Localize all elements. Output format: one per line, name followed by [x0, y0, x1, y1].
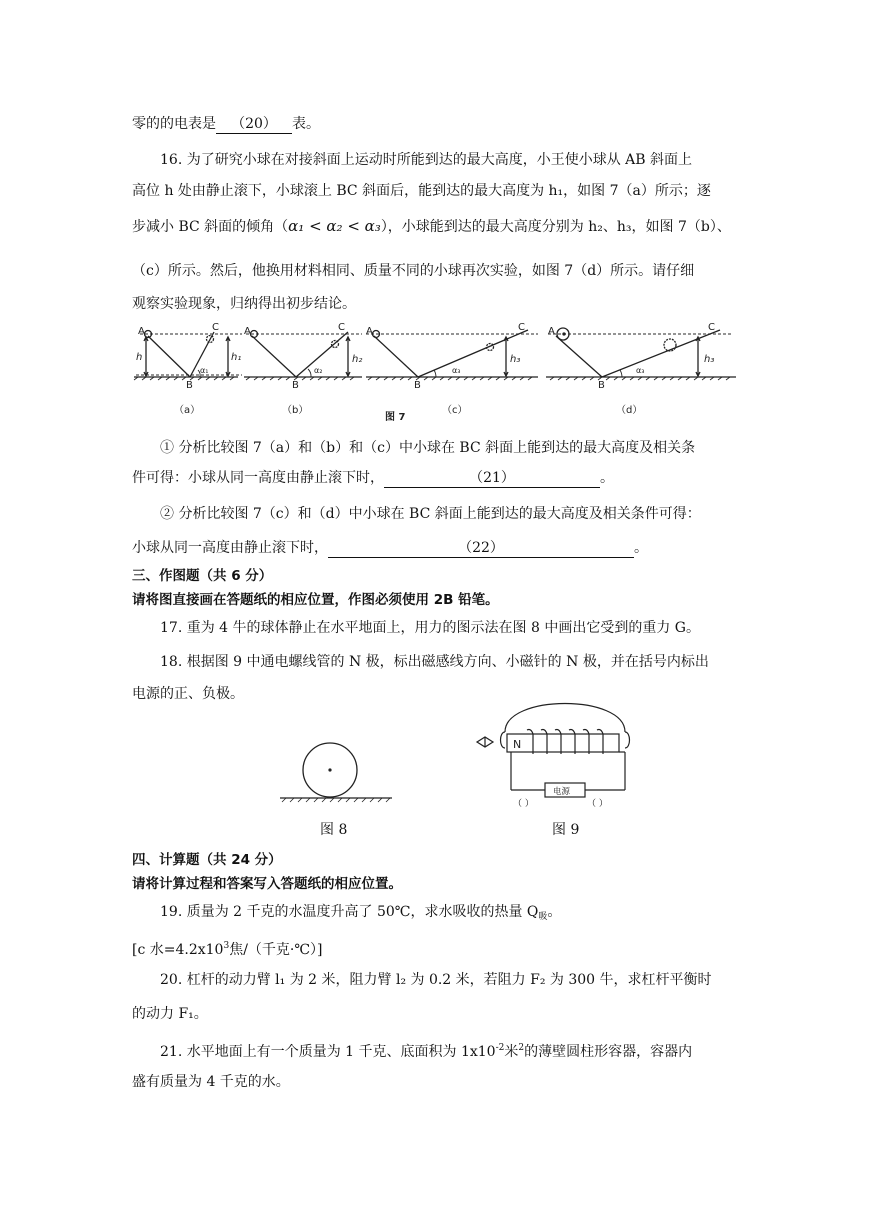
figure-8: [280, 738, 395, 804]
label-a-A: A: [138, 326, 145, 337]
label-b-A: A: [244, 326, 251, 337]
text: 21. 水平地面上有一个质量为 1 千克、底面积为 1x10: [160, 1044, 496, 1060]
text: 米: [504, 1044, 519, 1060]
figure-7-title: 图 7: [385, 412, 406, 423]
field-loop-left: [501, 732, 506, 748]
label-a-B: B: [186, 380, 193, 391]
q18-line2: 电源的正、负极。: [132, 686, 244, 702]
text: [c 水=4.2x10: [132, 942, 224, 958]
solenoid-core: [507, 734, 619, 752]
label-b-h2: h₂: [352, 354, 363, 365]
section-3-note: 请将图直接画在答题纸的相应位置，作图必须使用 2B 铅笔。: [132, 592, 499, 608]
text: 。: [634, 540, 648, 556]
left-bracket[interactable]: （ ）: [513, 799, 534, 809]
text: 件可得：小球从同一高度由静止滚下时，: [132, 470, 384, 486]
section-4-note: 请将计算过程和答案写入答题纸的相应位置。: [132, 876, 402, 892]
source-label: 电源: [553, 787, 571, 797]
text: 的薄壁圆柱形容器，容器内: [524, 1044, 693, 1060]
label-a-h: h: [136, 352, 143, 363]
right-bracket[interactable]: （ ）: [587, 799, 608, 809]
text: 表。: [292, 116, 320, 132]
label-b-B: B: [292, 380, 299, 391]
q16-line3: [132, 216, 731, 237]
ball-center: [328, 768, 331, 771]
label-c-B: B: [414, 380, 421, 391]
q20-line1: 20. 杠杆的动力臂 l₁ 为 2 米，阻力臂 l₂ 为 0.2 米，若阻力 F₂ 为 300 牛，求杠杆平衡时: [160, 972, 712, 988]
text: 步减小 BC 斜面的倾角（: [132, 219, 289, 235]
answer-blank-22[interactable]: （22）: [328, 539, 634, 558]
q16-part1-line2: [132, 468, 614, 488]
angle-inequality: α₁ < α₂ < α₃: [288, 217, 381, 235]
q20-line2: 的动力 F₁。: [132, 1006, 208, 1022]
n-pole-label: N: [513, 738, 522, 751]
answer-blank-20[interactable]: （20）: [216, 115, 292, 134]
q16-line4: （c）所示。然后，他换用材料相同、质量不同的小球再次实验，如图 7（d）所示。请仔细: [132, 263, 695, 279]
label-c-alpha3: α₃: [452, 366, 461, 375]
caption-d: （d）: [616, 405, 643, 416]
q16-line5: 观察实验现象，归纳得出初步结论。: [132, 296, 356, 312]
figure-7: [130, 320, 740, 430]
label-d-A: A: [548, 326, 555, 337]
q16-part1-line1: ① 分析比较图 7（a）和（b）和（c）中小球在 BC 斜面上能到达的最大高度及相关条: [160, 440, 696, 456]
q21-line1: [160, 1038, 692, 1062]
label-c-C: C: [518, 322, 525, 333]
text: 焦/（千克·℃）]: [229, 942, 323, 958]
figure-8-caption: 图 8: [320, 822, 348, 838]
superscript: 2: [518, 1043, 525, 1053]
label-d-h3: h₃: [704, 354, 715, 365]
label-b-alpha2: α₂: [314, 366, 323, 375]
label-a-h1: h₁: [231, 352, 242, 363]
text: 。: [600, 470, 614, 486]
section-3-title: 三、作图题（共 6 分）: [132, 568, 273, 584]
superscript: -2: [495, 1043, 505, 1053]
caption-a: （a）: [174, 405, 201, 416]
figure-9: [475, 700, 655, 815]
answer-blank-21[interactable]: （21）: [384, 469, 600, 488]
label-c-A: A: [366, 326, 373, 337]
solenoid-coils: [527, 730, 603, 755]
text: 零的的电表是: [132, 116, 216, 132]
label-b-C: C: [338, 322, 345, 333]
text: 小球从同一高度由静止滚下时，: [132, 540, 328, 556]
subscript: 吸: [538, 912, 548, 922]
q16-line2: 高位 h 处由静止滚下，小球滚上 BC 斜面后，能到达的最大高度为 h₁，如图 7（a）所示；逐: [132, 183, 711, 199]
caption-c: （c）: [442, 405, 468, 416]
q16-line1: 16. 为了研究小球在对接斜面上运动时所能到达的最大高度，小王使小球从 AB 斜面上: [160, 152, 693, 168]
q19-line1: [160, 902, 561, 927]
label-a-C: C: [212, 322, 219, 333]
field-loop-top: [505, 704, 625, 733]
label-d-B: B: [598, 380, 605, 391]
section-4-title: 四、计算题（共 24 分）: [132, 852, 282, 868]
figure-9-caption: 图 9: [552, 822, 580, 838]
q17: 17. 重为 4 牛的球体静止在水平地面上，用力的图示法在图 8 中画出它受到的重力 G。: [160, 620, 700, 636]
label-d-alpha3: α₃: [636, 366, 645, 375]
q18-line1: 18. 根据图 9 中通电螺线管的 N 极，标出磁感线方向、小磁针的 N 极，并在括号内标出: [160, 654, 709, 670]
label-d-C: C: [708, 322, 715, 333]
text: ），小球能到达的最大高度分别为 h₂、h₃，如图 7（b）、: [380, 219, 731, 235]
q16-part2-line2: [132, 538, 648, 558]
label-c-h3: h₃: [510, 354, 521, 365]
text: 。: [547, 904, 562, 920]
field-loop-right: [625, 732, 630, 748]
superscript: 3: [223, 941, 230, 951]
q19-line2: [132, 936, 323, 960]
line-top: [132, 114, 320, 134]
q16-part2-line1: ② 分析比较图 7（c）和（d）中小球在 BC 斜面上能到达的最大高度及相关条件可得：: [160, 506, 701, 522]
q21-line2: 盛有质量为 4 千克的水。: [132, 1074, 290, 1090]
text: 19. 质量为 2 千克的水温度升高了 50℃，求水吸收的热量 Q: [160, 904, 539, 920]
caption-b: （b）: [282, 405, 309, 416]
label-a-alpha1: α₁: [200, 366, 209, 375]
